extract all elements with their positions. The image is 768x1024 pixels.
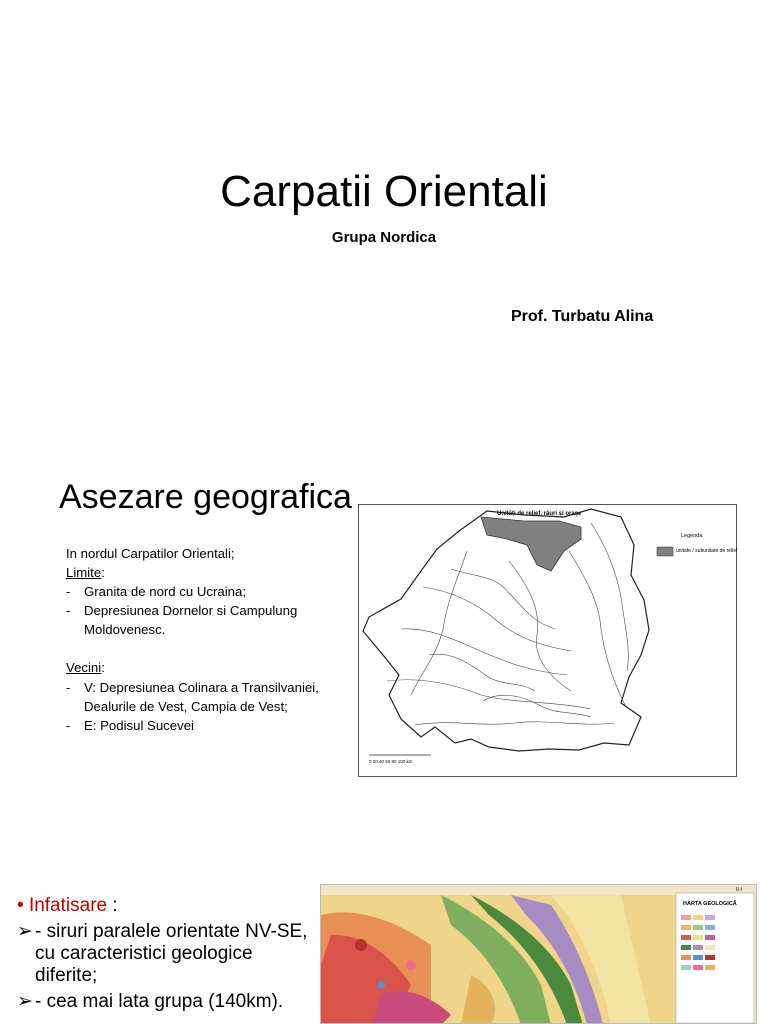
northern-group-region bbox=[481, 517, 581, 571]
geological-legend-title: HARTA GEOLOGICĂ bbox=[683, 901, 737, 907]
legend-title: Legenda bbox=[681, 533, 703, 539]
spacer bbox=[66, 639, 356, 658]
limite-item: - Depresiunea Dornelor si Campulung Moldovenesc. bbox=[66, 603, 298, 638]
map-title: Unități de relief, râuri și orașe bbox=[497, 511, 582, 517]
arrow-bullet-icon: ➢ bbox=[17, 991, 33, 1012]
slide-title: Carpatii Orientali bbox=[220, 167, 548, 216]
page-number: II-I bbox=[736, 887, 742, 893]
vecini-item: - V: Depresiunea Colinara a Transilvaniei, Dealurile de Vest, Campia de Vest; bbox=[66, 679, 319, 714]
country-outline bbox=[363, 509, 649, 751]
geological-map-drawing bbox=[321, 885, 757, 1024]
vecini-label: Vecini bbox=[66, 660, 102, 676]
bullet-marker: • bbox=[17, 895, 24, 916]
vecini-heading bbox=[66, 658, 356, 677]
limite-item: - Granita de nord cu Ucraina; bbox=[66, 582, 356, 601]
appearance-point: ➢ - siruri paralele orientate NV-SE, cu caracteristici geologice diferite; bbox=[17, 921, 308, 986]
section-title: Asezare geografica bbox=[59, 478, 352, 516]
slide-subtitle: Grupa Nordica bbox=[331, 229, 437, 246]
arrow-bullet-icon: ➢ bbox=[17, 921, 33, 942]
section-text bbox=[66, 544, 356, 735]
dash-marker: - bbox=[66, 584, 71, 600]
appearance-text bbox=[17, 895, 317, 1013]
scale-label: 0 20 40 60 80 100 km bbox=[369, 759, 413, 764]
heading-suffix: : bbox=[107, 895, 118, 916]
dash-marker: - bbox=[66, 603, 71, 619]
limite-label: Limite bbox=[66, 565, 102, 581]
legend-swatch bbox=[657, 547, 673, 556]
legend-item: unitate / subunitate de relief bbox=[676, 548, 738, 554]
vecini-item: - E: Podisul Sucevei bbox=[66, 716, 356, 735]
romania-relief-map bbox=[358, 504, 737, 777]
appearance-heading-label: Infatisare bbox=[28, 895, 108, 916]
limite-colon: : bbox=[101, 565, 105, 581]
intro-text: In nordul Carpatilor Orientali; bbox=[66, 546, 235, 561]
appearance-heading bbox=[17, 895, 317, 917]
author-name: Prof. Turbatu Alina bbox=[511, 308, 654, 325]
dash-marker: - bbox=[66, 717, 71, 733]
appearance-point: ➢ - cea mai lata grupa (140km). bbox=[17, 991, 284, 1012]
geological-map bbox=[320, 884, 757, 1024]
limite-heading bbox=[66, 563, 356, 582]
dash-marker: - bbox=[66, 679, 71, 695]
vecini-colon: : bbox=[101, 660, 105, 676]
map-drawing bbox=[359, 505, 738, 778]
rivers-and-relief-lines bbox=[387, 523, 628, 725]
